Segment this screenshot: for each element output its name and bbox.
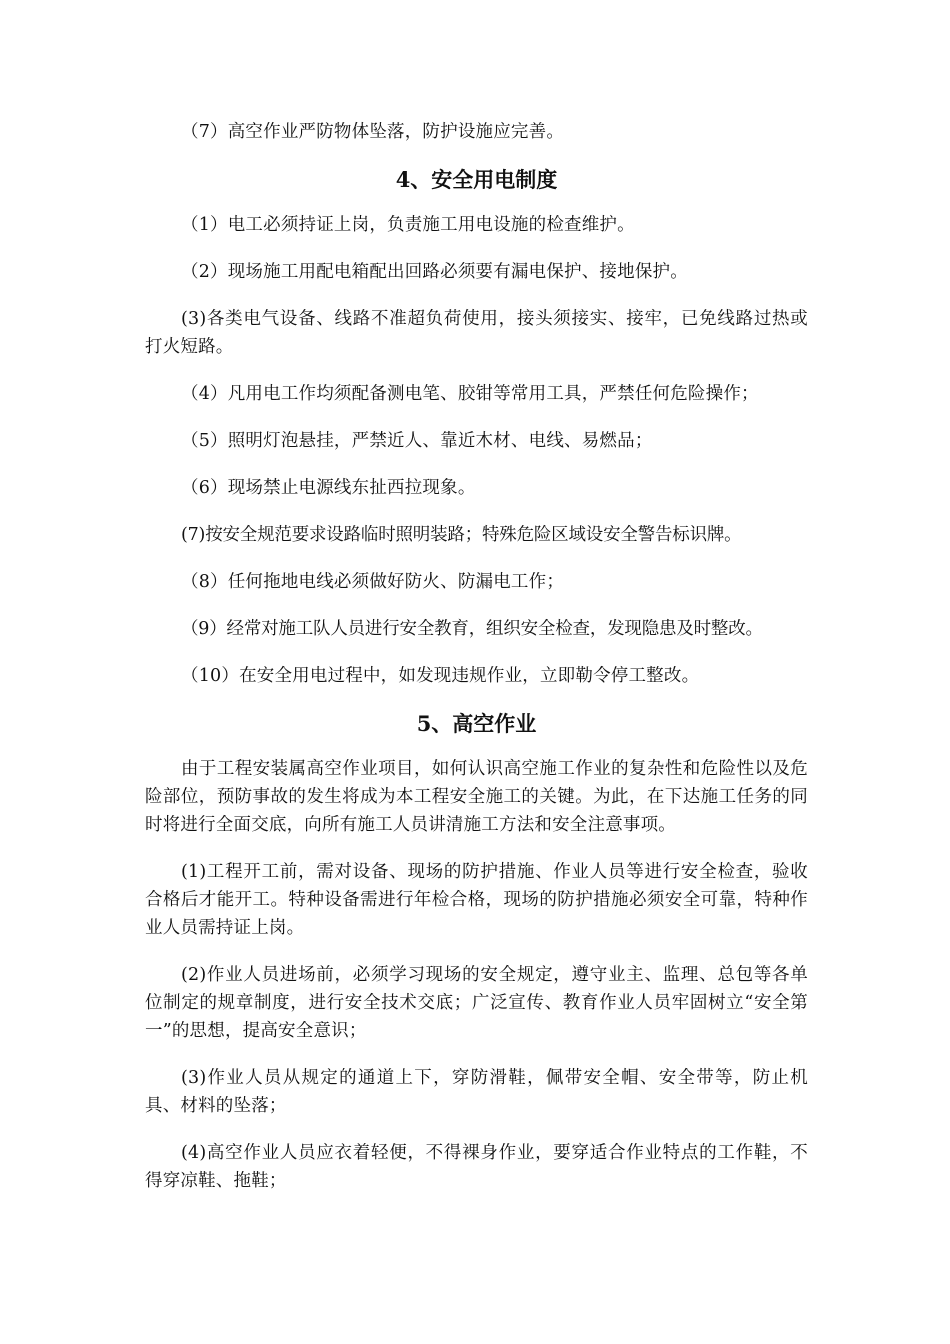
paragraph: (7)按安全规范要求设路临时照明装路；特殊危险区域设安全警告标识牌。 (181, 525, 742, 545)
paragraph: (3)作业人员从规定的通道上下，穿防滑鞋，佩带安全帽、安全带等，防止机具、材料的坠落； (145, 1068, 808, 1116)
paragraph: (3)各类电气设备、线路不准超负荷使用，接头须接实、接牢，已免线路过热或打火短路。 (145, 309, 808, 357)
paragraph: (1)工程开工前，需对设备、现场的防护措施、作业人员等进行安全检查，验收合格后才能开工。特种设备需进行年检合格，现场的防护措施必须安全可靠，特种作业人员需持证上岗。 (145, 862, 808, 938)
paragraph: (2)作业人员进场前，必须学习现场的安全规定，遵守业主、监理、总包等各单位制定的规章制度，进行安全技术交底；广泛宣传、教育作业人员牢固树立“安全第一”的思想，提高安全意识； (145, 965, 808, 1041)
document-body (145, 118, 808, 1214)
paragraph: 由于工程安装属高空作业项目，如何认识高空施工作业的复杂性和危险性以及危险部位，预防事故的发生将成为本工程安全施工的关键。为此，在下达施工任务的同时将进行全面交底，向所有施工人员讲清施工方法和安全注意事项。 (145, 759, 808, 835)
paragraph: （4）凡用电工作均须配备测电笔、胶钳等常用工具，严禁任何危险操作； (181, 384, 759, 404)
section-heading-work-at-height: 5、高空作业 (416, 711, 537, 736)
paragraph: （7）高空作业严防物体坠落，防护设施应完善。 (181, 122, 565, 142)
paragraph: （9）经常对施工队人员进行安全教育，组织安全检查，发现隐患及时整改。 (181, 619, 763, 639)
paragraph: (4)高空作业人员应衣着轻便，不得裸身作业，要穿适合作业特点的工作鞋，不得穿凉鞋、拖鞋； (145, 1143, 808, 1191)
section-heading-electrical-safety: 4、安全用电制度 (395, 167, 558, 192)
paragraph: （1）电工必须持证上岗，负责施工用电设施的检查维护。 (181, 215, 635, 235)
paragraph: （6）现场禁止电源线东扯西拉现象。 (181, 478, 476, 498)
paragraph: （5）照明灯泡悬挂，严禁近人、靠近木材、电线、易燃品； (181, 431, 653, 451)
paragraph: （2）现场施工用配电箱配出回路必须要有漏电保护、接地保护。 (181, 262, 688, 282)
paragraph: （8）任何拖地电线必须做好防火、防漏电工作； (181, 572, 565, 592)
paragraph: （10）在安全用电过程中，如发现违规作业，立即勒令停工整改。 (181, 666, 700, 686)
